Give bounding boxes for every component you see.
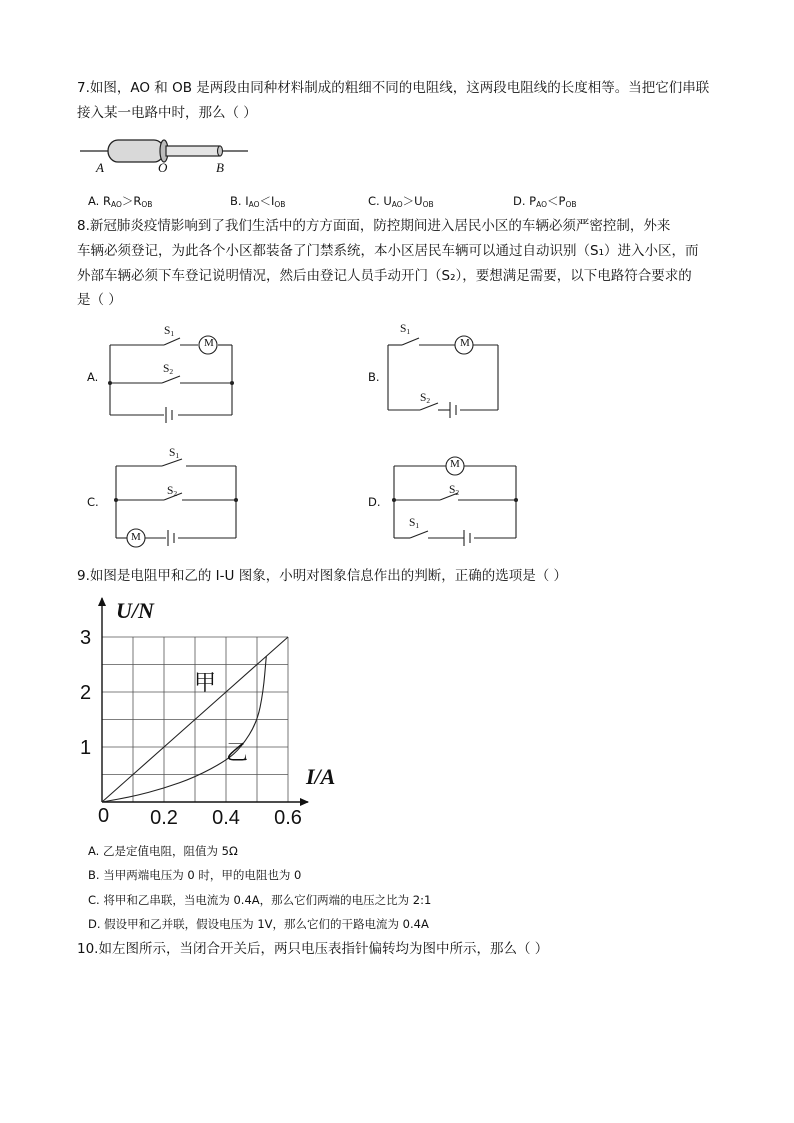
q7-label-o: O [158, 160, 168, 175]
q7-stem-line2: 接入某一电路中时，那么（ ） [77, 105, 257, 121]
q8-b-s1-label: $S_1$ [400, 323, 411, 336]
q7-label-b: B [216, 160, 224, 175]
q8-circuit-a [108, 340, 234, 420]
q9-stem: 9.如图是电阻甲和乙的 I-U 图象，小明对图象信息作出的判断，正确的选项是（ ） [77, 568, 567, 584]
q7-option-a: A. $R_{AO}>R_{OB}$ [88, 194, 153, 209]
q8-b-motor-label: M [460, 337, 470, 349]
x-tick-label: 0.4 [212, 807, 240, 829]
x-tick-label: 0.6 [274, 807, 302, 829]
y-tick-label: 3 [80, 627, 92, 649]
q9-option-d: D. 假设甲和乙并联，假设电压为 1V，那么它们的干路电流为 0.4A [88, 917, 429, 931]
q8-c-motor-label: M [131, 531, 141, 543]
q8-stem-line3: 外部车辆必须下车登记说明情况，然后由登记人员手动开门（S₂），要想满足需要，以下电路符合要求的 [77, 268, 692, 284]
q8-circuit-d [394, 464, 520, 544]
q8-b-s2-label: $S_2$ [420, 392, 431, 405]
q9-option-b: B. 当甲两端电压为 0 时，甲的电阻也为 0 [88, 868, 302, 882]
q8-option-c-label: C. [87, 495, 99, 509]
series-label-jia: 甲 [194, 671, 217, 696]
q9-labels [80, 598, 335, 829]
q8-d-motor-label: M [450, 458, 460, 470]
q8-option-d-label: D. [368, 495, 381, 509]
q9-iu-chart [70, 596, 350, 836]
q8-d-s2-label: $S_2$ [449, 484, 460, 497]
q8-c-s1-label: $S_1$ [169, 447, 180, 460]
x-tick-label: 0.2 [150, 807, 178, 829]
q8-stem-line2: 车辆必须登记，为此各个小区都装备了门禁系统，本小区居民车辆可以通过自动识别（S₁）进入小区，而 [77, 243, 699, 259]
q8-option-a-label: A. [87, 370, 99, 384]
x-axis-label: I/A [306, 764, 336, 789]
q7-option-b: B. $I_{AO}<I_{OB}$ [230, 194, 286, 209]
q9-option-c: C. 将甲和乙串联，当电流为 0.4A，那么它们两端的电压之比为 2:1 [88, 893, 432, 907]
q7-stem-line1: 7.如图，AO 和 OB 是两段由同种材料制成的粗细不同的电阻线，这两段电阻线的长度相等。当把它们串联 [77, 80, 710, 96]
q7-label-a: A [96, 160, 104, 175]
y-tick-label: 2 [80, 682, 92, 704]
q8-a-s2-label: $S_2$ [163, 363, 174, 376]
q10-stem: 10.如左图所示，当闭合开关后，两只电压表指针偏转均为图中所示，那么（ ） [77, 941, 549, 957]
q8-a-s1-label: $S_1$ [164, 325, 175, 338]
q8-a-motor-label: M [204, 337, 214, 349]
x-axis-arrow [300, 798, 309, 806]
q9-option-a: A. 乙是定值电阻，阻值为 5Ω [88, 844, 238, 858]
q8-circuit-b [388, 338, 500, 414]
q8-option-b-label: B. [368, 370, 380, 384]
y-tick-label: 1 [80, 737, 92, 759]
q8-d-s1-label: $S_1$ [409, 517, 420, 530]
series-label-yi: 乙 [226, 741, 249, 766]
q8-stem-line4: 是（ ） [77, 292, 122, 308]
q8-c-s2-label: $S_2$ [167, 485, 178, 498]
q7-option-c: C. $U_{AO}>U_{OB}$ [368, 194, 434, 209]
q8-stem-line1: 8.新冠肺炎疫情影响到了我们生活中的方方面面，防控期间进入居民小区的车辆必须严密控制，外来 [77, 218, 671, 234]
y-axis-label: U/N [116, 598, 154, 623]
origin-label: 0 [98, 805, 110, 827]
q7-option-d: D. $P_{AO}<P_{OB}$ [513, 194, 577, 209]
y-axis-arrow [98, 597, 106, 606]
